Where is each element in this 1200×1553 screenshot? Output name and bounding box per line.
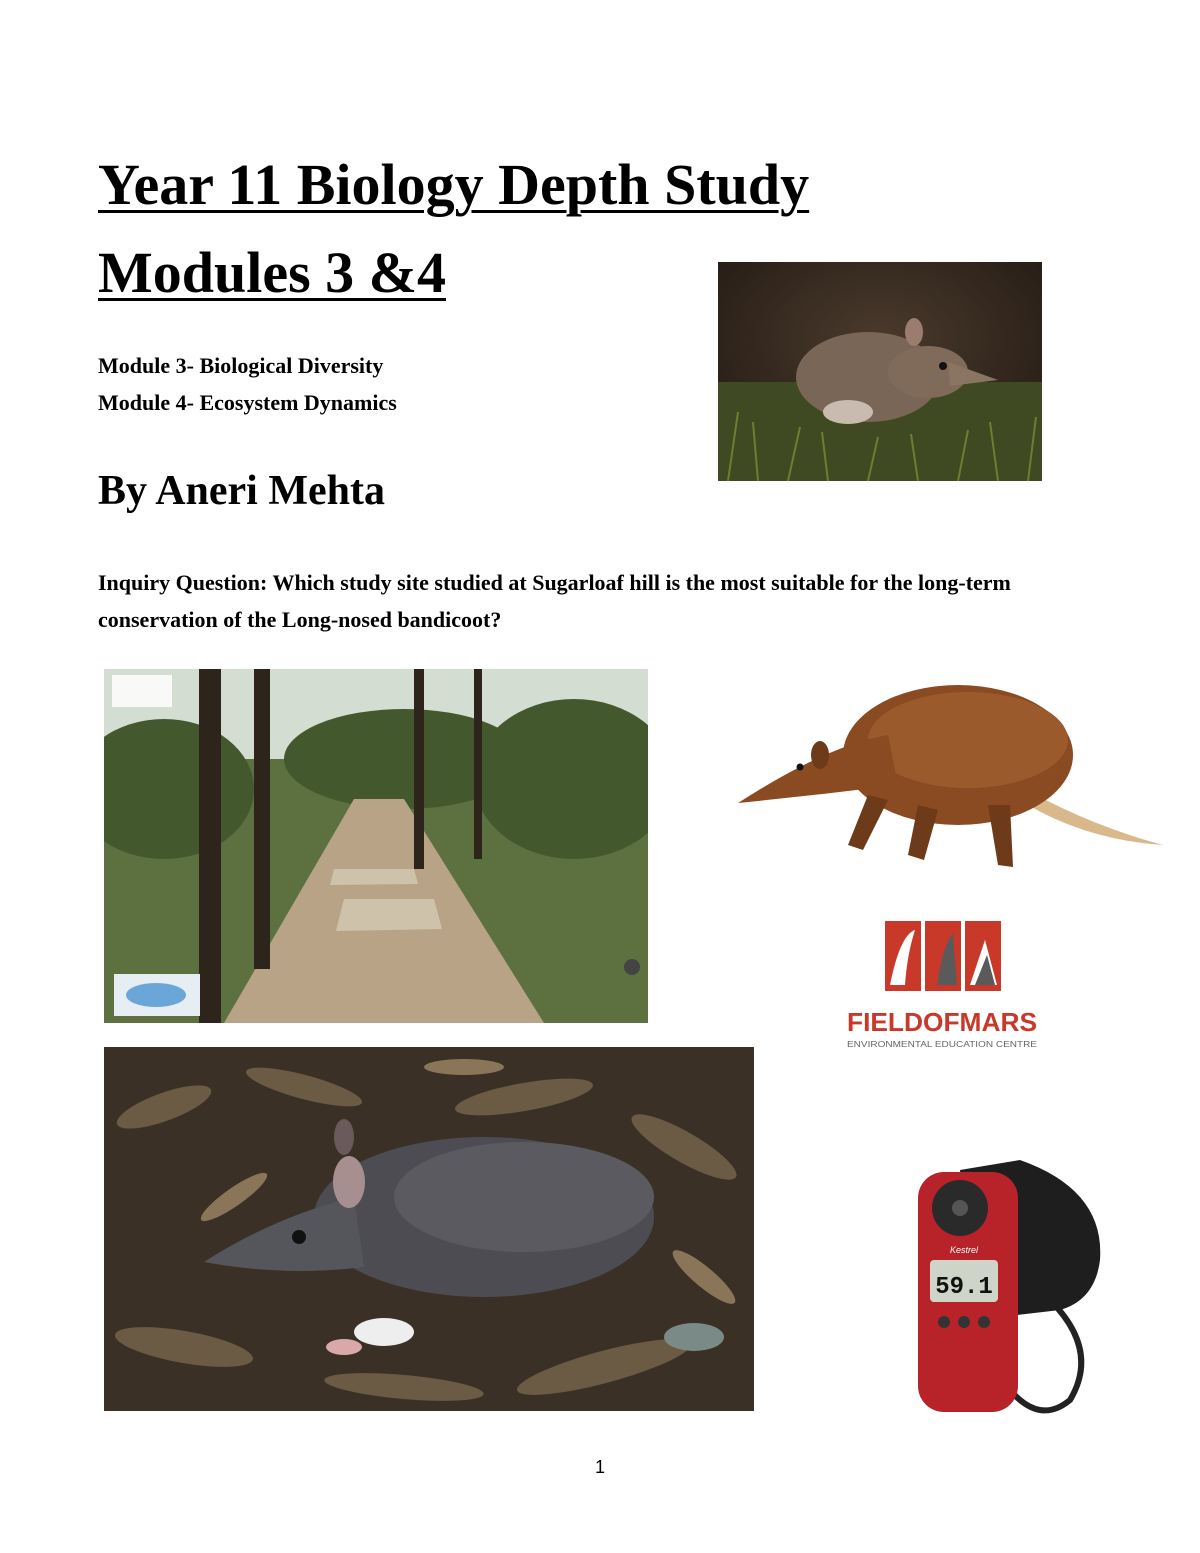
inquiry-label: Inquiry Question: [98, 570, 268, 595]
logo-name: FIELDOFMARS [847, 1007, 1037, 1037]
field-of-mars-logo [845, 915, 1040, 1055]
inquiry-text: Which study site studied at Sugarloaf hill is the most suitable for the long-term conservation of the Long-nosed bandicoot? [98, 570, 1011, 632]
meter-brand: Kestrel [949, 1245, 979, 1255]
logo-subtitle: ENVIRONMENTAL EDUCATION CENTRE [847, 1040, 1037, 1049]
module-3-line: Module 3- Biological Diversity [98, 353, 384, 378]
walking-track-photo [104, 669, 648, 1023]
page-subtitle: Modules 3 &4 [98, 240, 446, 305]
module-4-line: Module 4- Ecosystem Dynamics [98, 390, 397, 415]
kestrel-meter-photo [900, 1150, 1110, 1425]
bandicoot-leaf-litter-photo [104, 1047, 754, 1411]
inquiry-question [98, 564, 1098, 638]
bandicoot-illustration [728, 655, 1168, 887]
bandicoot-grass-photo [718, 262, 1042, 481]
page-title: Year 11 Biology Depth Study [98, 152, 810, 217]
meter-reading: 59.1 [935, 1274, 993, 1301]
author-line: By Aneri Mehta [98, 468, 385, 514]
page-number: 1 [594, 1457, 605, 1477]
